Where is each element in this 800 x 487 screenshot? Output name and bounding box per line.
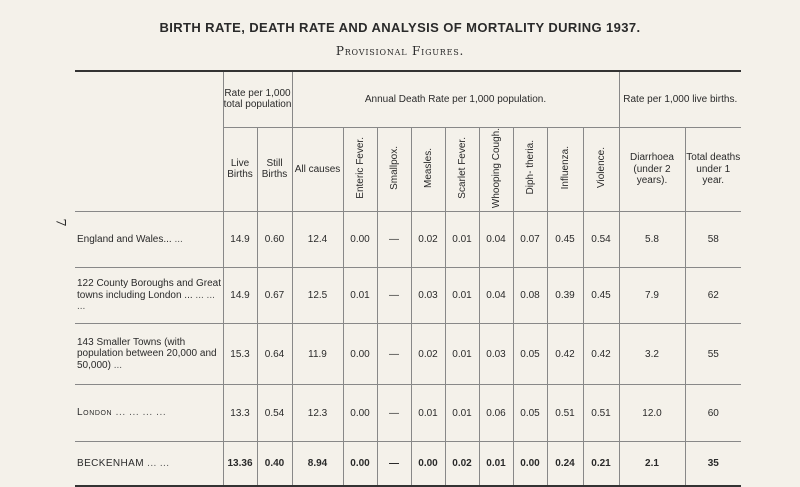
cell-scarlet: 0.01: [445, 385, 479, 442]
still-births-header: Still Births: [257, 127, 292, 212]
cell-measles: 0.01: [411, 385, 445, 442]
cell-total: 55: [685, 324, 741, 385]
smallpox-header: Smallpox.: [377, 127, 411, 212]
whooping-cough-header: Whooping Cough.: [479, 127, 513, 212]
scarlet-fever-header: Scarlet Fever.: [445, 127, 479, 212]
place-cell: [75, 442, 223, 486]
cell-whooping: 0.06: [479, 385, 513, 442]
cell-measles: 0.00: [411, 442, 445, 486]
cell-scarlet: 0.01: [445, 324, 479, 385]
cell-all: 12.5: [292, 268, 343, 324]
cell-smallpox: —: [377, 324, 411, 385]
cell-all: 11.9: [292, 324, 343, 385]
all-causes-header: All causes: [292, 127, 343, 212]
death-rate-group-header: Annual Death Rate per 1,000 population.: [292, 71, 619, 127]
cell-diph: 0.08: [513, 268, 547, 324]
cell-whooping: 0.03: [479, 324, 513, 385]
page-subtitle: Provisional Figures.: [335, 44, 465, 58]
enteric-header: Enteric Fever.: [343, 127, 377, 212]
cell-total: 35: [685, 442, 741, 486]
rate-group-header: Rate per 1,000 total population: [223, 71, 292, 127]
place-cell: [75, 385, 223, 442]
cell-enteric: 0.00: [343, 442, 377, 486]
table-row: [75, 324, 741, 385]
cell-still: 0.54: [257, 385, 292, 442]
cell-still: 0.40: [257, 442, 292, 486]
cell-total: 62: [685, 268, 741, 324]
cell-enteric: 0.01: [343, 268, 377, 324]
live-births-header: Live Births: [223, 127, 257, 212]
cell-live: 14.9: [223, 212, 257, 268]
cell-measles: 0.03: [411, 268, 445, 324]
cell-whooping: 0.04: [479, 212, 513, 268]
leader-dots: ... ... ... ...: [115, 407, 167, 419]
cell-whooping: 0.04: [479, 268, 513, 324]
violence-header: Violence.: [583, 127, 619, 212]
table-row: [75, 268, 741, 324]
cell-still: 0.64: [257, 324, 292, 385]
cell-still: 0.67: [257, 268, 292, 324]
cell-violence: 0.45: [583, 268, 619, 324]
cell-violence: 0.42: [583, 324, 619, 385]
cell-diarrhoea: 5.8: [619, 212, 685, 268]
cell-diarrhoea: 12.0: [619, 385, 685, 442]
table-row: [75, 442, 741, 486]
cell-diph: 0.00: [513, 442, 547, 486]
place-name: London: [77, 407, 113, 419]
place-cell: [75, 268, 223, 324]
measles-header: Measles.: [411, 127, 445, 212]
cell-all: 8.94: [292, 442, 343, 486]
cell-diarrhoea: 2.1: [619, 442, 685, 486]
diarrhoea-header: Diarrhoea (under 2 years).: [619, 127, 685, 212]
place-cell: [75, 324, 223, 385]
diphtheria-header: Diph- theria.: [513, 127, 547, 212]
cell-all: 12.4: [292, 212, 343, 268]
margin-mark: 7: [52, 218, 68, 227]
cell-diarrhoea: 3.2: [619, 324, 685, 385]
cell-total: 60: [685, 385, 741, 442]
mortality-table: [75, 70, 741, 487]
cell-violence: 0.51: [583, 385, 619, 442]
cell-scarlet: 0.01: [445, 268, 479, 324]
cell-diph: 0.05: [513, 324, 547, 385]
cell-live: 13.3: [223, 385, 257, 442]
leader-dots: ... ...: [147, 457, 170, 469]
cell-violence: 0.54: [583, 212, 619, 268]
influenza-header: Influenza.: [547, 127, 583, 212]
leader-dots: ...: [174, 233, 183, 245]
cell-scarlet: 0.01: [445, 212, 479, 268]
place-name: 143 Smaller Towns (with population between 20,000 and 50,000): [77, 336, 217, 371]
place-header: [75, 71, 223, 212]
cell-diph: 0.05: [513, 385, 547, 442]
cell-whooping: 0.01: [479, 442, 513, 486]
cell-all: 12.3: [292, 385, 343, 442]
cell-influenza: 0.51: [547, 385, 583, 442]
cell-measles: 0.02: [411, 212, 445, 268]
cell-live: 13.36: [223, 442, 257, 486]
table-row: [75, 385, 741, 442]
cell-influenza: 0.39: [547, 268, 583, 324]
cell-total: 58: [685, 212, 741, 268]
leader-dots: ... ... ...: [77, 289, 215, 313]
cell-influenza: 0.24: [547, 442, 583, 486]
page-title: BIRTH RATE, DEATH RATE AND ANALYSIS OF MORTALITY DURING 1937.: [159, 20, 641, 35]
place-cell: [75, 212, 223, 268]
cell-smallpox: —: [377, 268, 411, 324]
cell-measles: 0.02: [411, 324, 445, 385]
leader-dots: ...: [113, 359, 123, 371]
cell-smallpox: —: [377, 385, 411, 442]
cell-scarlet: 0.02: [445, 442, 479, 486]
cell-diarrhoea: 7.9: [619, 268, 685, 324]
table-row: [75, 212, 741, 268]
cell-enteric: 0.00: [343, 212, 377, 268]
cell-smallpox: —: [377, 442, 411, 486]
cell-live: 14.9: [223, 268, 257, 324]
cell-enteric: 0.00: [343, 385, 377, 442]
place-name: 122 County Boroughs and Great towns including London ...: [77, 278, 221, 301]
births-rate-group-header: Rate per 1,000 live births.: [619, 71, 741, 127]
cell-enteric: 0.00: [343, 324, 377, 385]
cell-influenza: 0.42: [547, 324, 583, 385]
cell-influenza: 0.45: [547, 212, 583, 268]
place-name: BECKENHAM: [77, 457, 144, 469]
cell-diph: 0.07: [513, 212, 547, 268]
cell-violence: 0.21: [583, 442, 619, 486]
cell-live: 15.3: [223, 324, 257, 385]
cell-smallpox: —: [377, 212, 411, 268]
total-deaths-header: Total deaths under 1 year.: [685, 127, 741, 212]
cell-still: 0.60: [257, 212, 292, 268]
place-name: England and Wales...: [77, 233, 172, 245]
